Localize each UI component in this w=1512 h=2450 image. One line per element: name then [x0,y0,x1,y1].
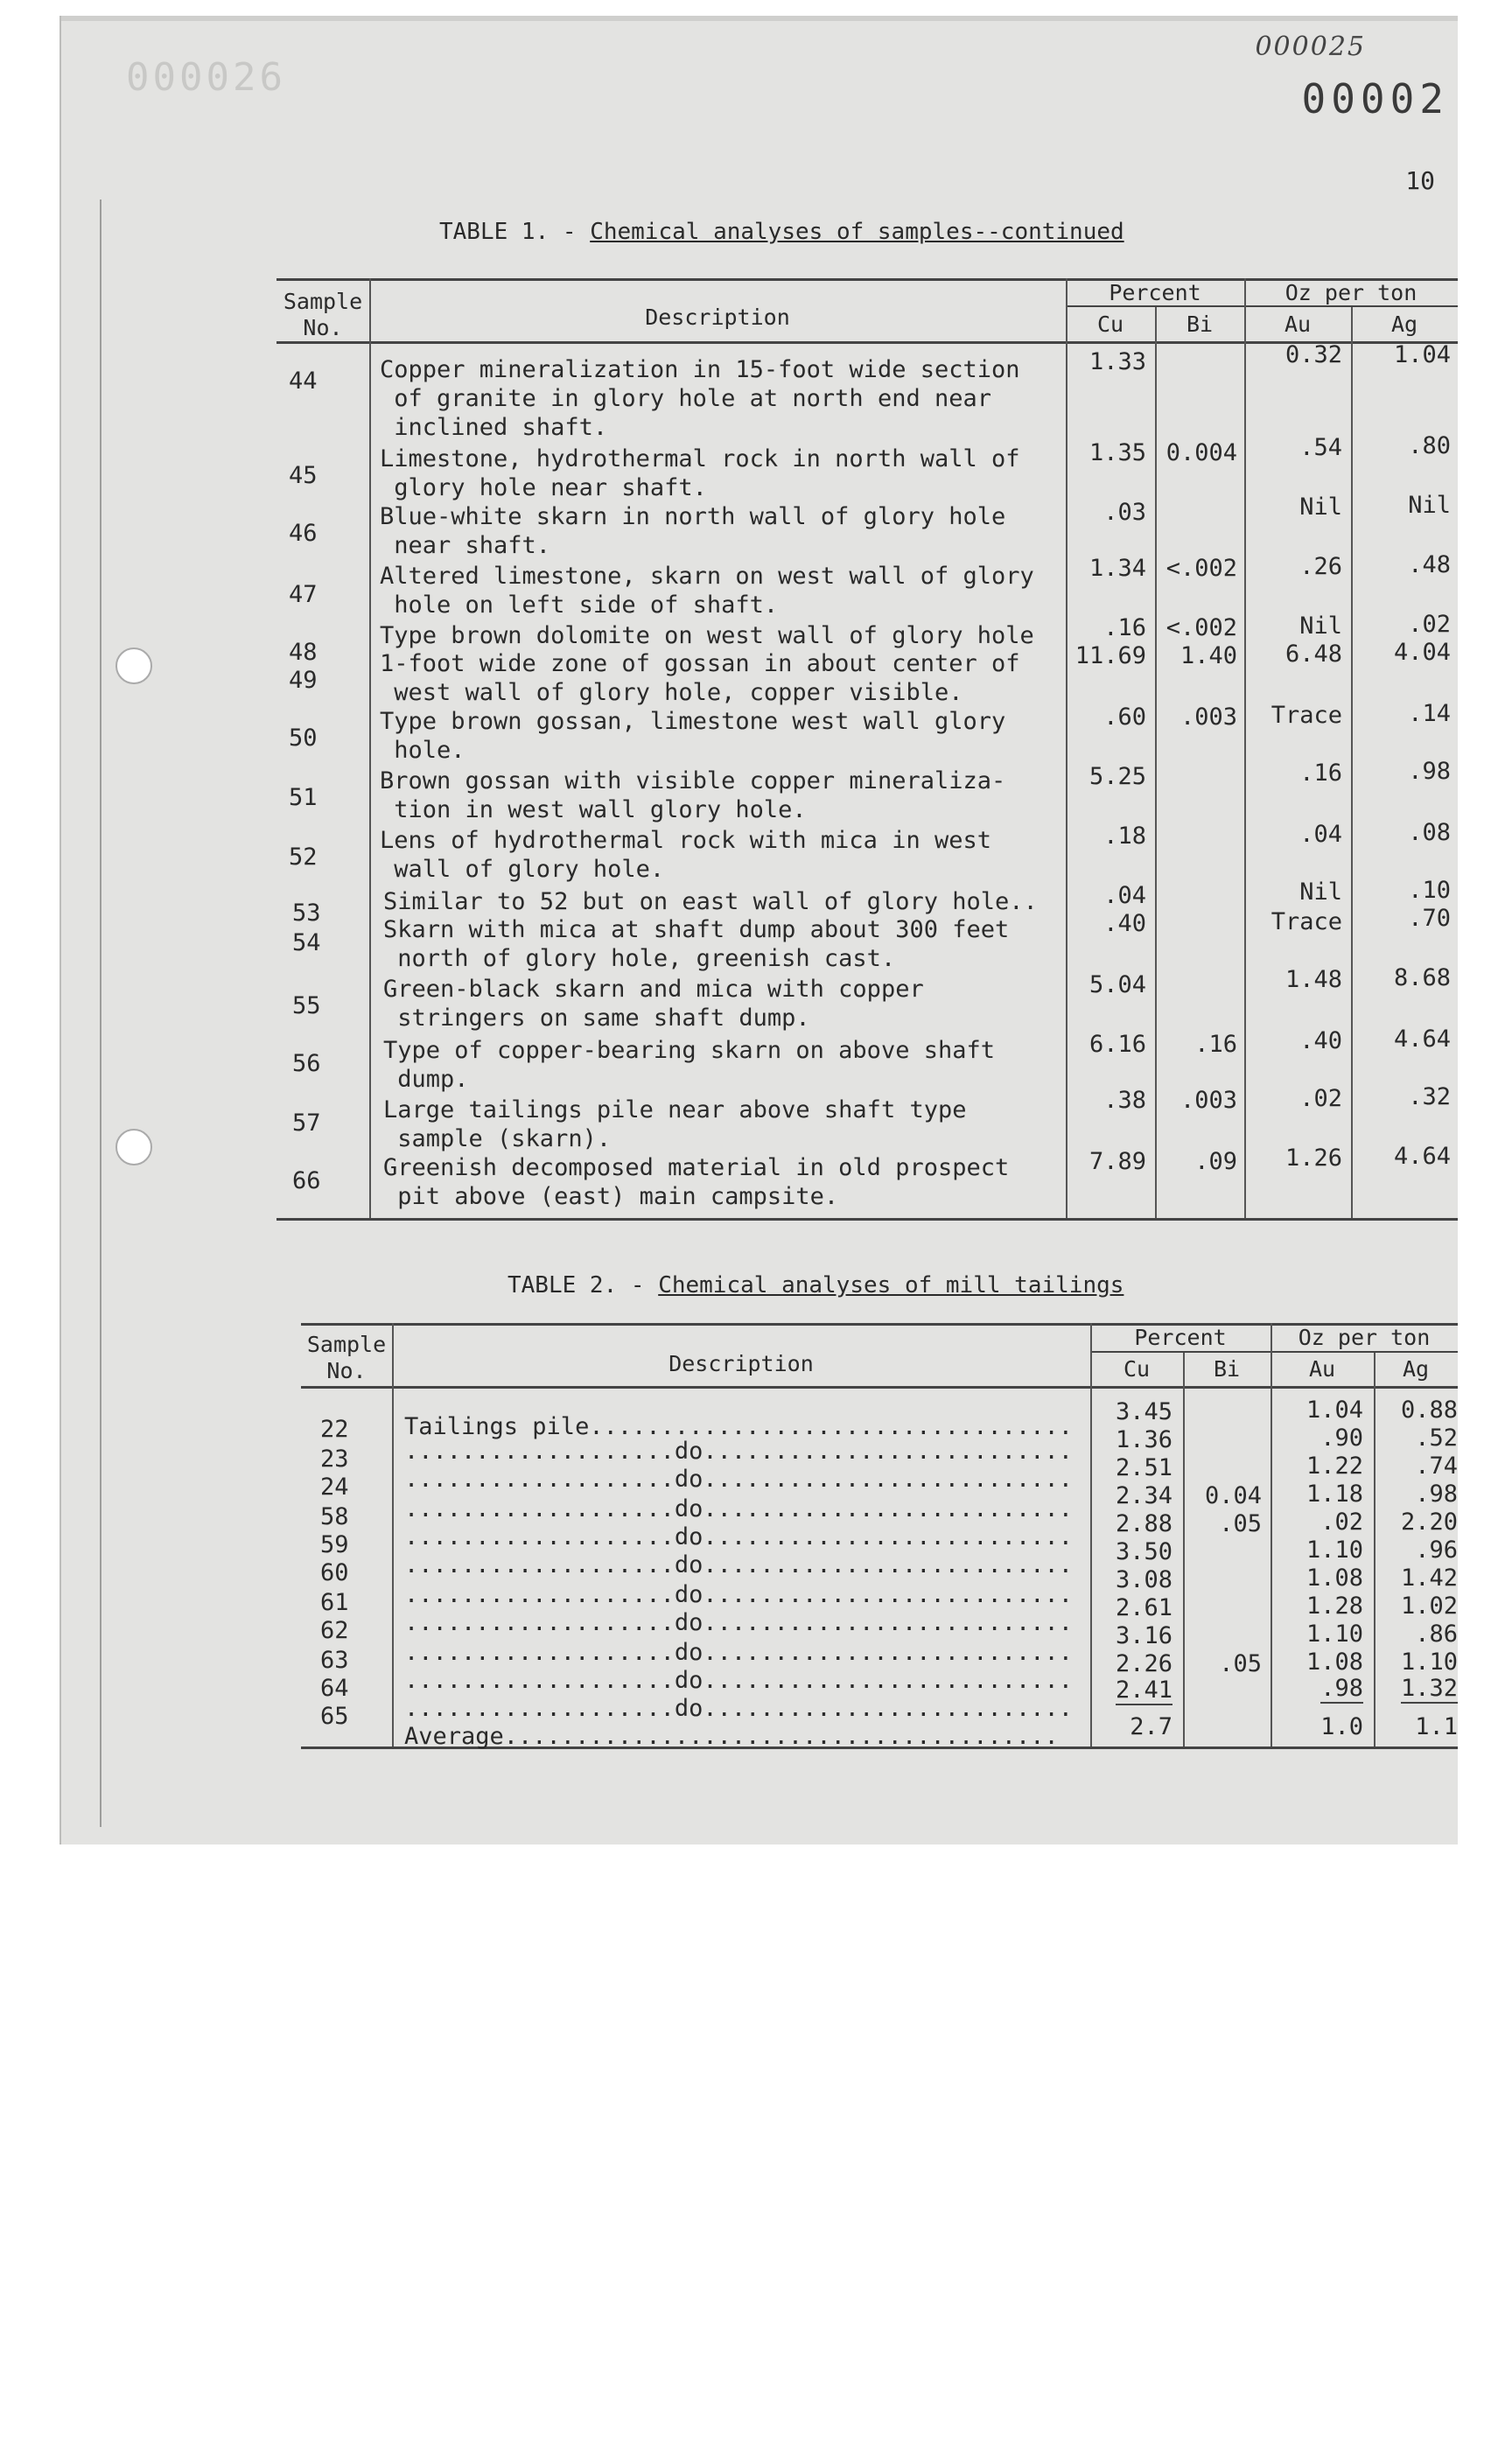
table2-row-number: 64 [320,1675,349,1702]
table2-average-label: Average....................................... [404,1723,1059,1750]
table1-cell-bi: .003 [1180,704,1237,731]
table1-cell-cu: .03 [1103,499,1146,526]
table2-cell-ag: 1.42 [1400,1564,1458,1592]
table2-cell-cu [1090,1676,1172,1704]
table1-row-number: 56 [292,1050,321,1077]
table1-title-prefix: TABLE 1. - [439,219,591,245]
table2-header-bi: Bi [1213,1356,1241,1382]
table2-row-number: 24 [320,1474,349,1501]
table2-row-description: ...................do.......................... [404,1667,1074,1694]
table2-cell-cu: 2.26 [1115,1650,1172,1677]
table1-row-description: Type brown dolomite on west wall of glory hole [380,622,1034,649]
table1-row-number: 55 [292,992,321,1019]
table1-cell-au: Nil [1299,494,1342,521]
table2-row-description: ...................do.......................... [404,1609,1074,1636]
table1-group-rule [1066,305,1458,307]
scanned-page [60,16,1458,1844]
table1-cell-ag: .02 [1408,611,1451,638]
table2-cell-cu: 3.45 [1115,1398,1172,1425]
table2-cell-ag-value: 1.32 [1400,1675,1458,1702]
table1-col-divider [369,278,371,1218]
table1-cell-bi: 0.004 [1166,439,1237,466]
table1-header-description: Description [645,304,790,330]
table1-cell-au: Nil [1299,612,1342,640]
table1-header-cu: Cu [1096,312,1124,337]
table1-cell-bi: <.002 [1166,555,1237,582]
table1-cell-bi: .09 [1194,1148,1237,1175]
table1-cell-cu: 5.04 [1088,971,1146,998]
table1-cell-cu: .16 [1103,614,1146,641]
table1-cell-cu: .04 [1103,882,1146,909]
table1-cell-ag: 1.04 [1393,341,1451,368]
table1-header-percent: Percent [1109,280,1201,305]
table1-row-description: Skarn with mica at shaft dump about 300 feet north of glory hole, greenish cast. [383,916,1010,972]
page-number: 10 [1405,166,1435,195]
table1-row-number: 48 [289,639,318,666]
table2-cell-au: 1.08 [1306,1564,1363,1592]
table1-row-number: 46 [289,520,318,547]
table1-cell-au: .02 [1299,1085,1342,1112]
table1-cell-bi: .16 [1194,1031,1237,1058]
table2-average-au: 1.0 [1320,1713,1363,1740]
table2-cell-au: 1.22 [1306,1452,1363,1480]
table2-col-divider [392,1323,394,1746]
table2-row-description: ...................do.......................... [404,1551,1074,1578]
table1-cell-ag: 4.04 [1393,639,1451,666]
table1-row-number: 53 [292,900,321,927]
table1-row-number: 51 [289,784,318,811]
table1-cell-bi: <.002 [1166,614,1237,641]
table2-row-number: 22 [320,1416,349,1443]
table1-cell-cu: .60 [1103,704,1146,731]
table2-row-number: 59 [320,1531,349,1558]
table2-average-ag: 1.1 [1415,1713,1458,1740]
table2-row-number: 62 [320,1617,349,1644]
table2-cell-au-value: .98 [1320,1675,1363,1702]
table2-row-description: ...................do.......................... [404,1639,1074,1666]
table1-cell-au: Nil [1299,878,1342,906]
table1-cell-ag: Nil [1408,492,1451,519]
table2-row-number: 61 [320,1589,349,1616]
table2-cell-au: 1.28 [1306,1592,1363,1620]
table2-cell-cu: 3.50 [1115,1538,1172,1565]
table1-cell-au: .16 [1299,760,1342,787]
ghost-page-number: 000026 [126,55,286,100]
table2-cell-au: 1.10 [1306,1536,1363,1564]
table2-cell-au: .02 [1320,1508,1363,1536]
table1-cell-au: .54 [1299,434,1342,461]
table2-header-no: No. [326,1358,367,1383]
table1-cell-ag: .10 [1408,877,1451,904]
table1-row-number: 45 [289,462,318,489]
table2-average-cu: 2.7 [1130,1713,1172,1740]
table1-cell-ag: .08 [1408,819,1451,846]
table2-row-number: 58 [320,1503,349,1530]
table2-cell-ag: 1.10 [1400,1648,1458,1676]
table2-row-description: ...................do.......................... [404,1466,1074,1493]
table2-cell-ag [1374,1675,1458,1702]
table1-row-number: 44 [289,368,318,395]
table1-cell-cu: .38 [1103,1087,1146,1114]
table2-cell-bi: .05 [1219,1510,1262,1537]
punch-hole-icon [116,1129,152,1166]
table2-cell-cu: 2.61 [1115,1594,1172,1621]
table1-row-description: Similar to 52 but on east wall of glory hole.. [383,888,1038,915]
table2-cell-au: 1.10 [1306,1620,1363,1648]
table1-row-number: 57 [292,1110,321,1137]
table2-row-number: 23 [320,1446,349,1473]
table1-cell-au: Trace [1270,702,1342,729]
table2-header-percent: Percent [1134,1325,1227,1350]
table1-cell-ag: 4.64 [1393,1026,1451,1053]
handwritten-number: 000025 [1255,32,1366,62]
table2-cell-ag: .98 [1415,1480,1458,1508]
table1-header-au: Au [1284,312,1312,337]
table2-row-description: Tailings pile.................................. [404,1413,1074,1440]
table2-header-sample: Sample [306,1332,387,1357]
table2-cell-au: 1.18 [1306,1480,1363,1508]
table1-row-description: Green-black skarn and mica with copper stringers on same shaft dump. [383,976,924,1032]
table2-header-oz-per-ton: Oz per ton [1298,1325,1431,1350]
table1-row-description: Type of copper-bearing skarn on above shaft dump. [383,1037,995,1093]
table1-cell-au: 1.48 [1284,966,1342,993]
table1-cell-ag: .14 [1408,700,1451,727]
table1-cell-cu: .18 [1103,822,1146,850]
table2-row-number: 63 [320,1647,349,1674]
table1-row-description: Copper mineralization in 15-foot wide section of granite in glory hole at north end near inclined shaft. [380,356,1020,441]
table1-row-number: 47 [289,581,318,608]
table1-cell-bi: .003 [1180,1087,1237,1114]
scan-top-edge [61,16,1458,21]
table1-cell-cu: 7.89 [1088,1148,1146,1175]
table1-row-description: Lens of hydrothermal rock with mica in west wall of glory hole. [380,827,991,883]
table2-cell-bi: .05 [1219,1650,1262,1677]
table2-col-divider [1183,1353,1185,1746]
table1-row-description: Altered limestone, skarn on west wall of glory hole on left side of shaft. [380,563,1034,619]
table2-header-cu: Cu [1123,1356,1151,1382]
table1-cell-cu: 11.69 [1074,642,1146,669]
table1-row-description: Blue-white skarn in north wall of glory hole near shaft. [380,503,1006,559]
table1-cell-au: 1.26 [1284,1144,1342,1172]
table2-cell-cu-value: 2.41 [1115,1676,1172,1704]
table2-cell-bi: 0.04 [1204,1482,1262,1509]
page-left-rule [100,200,102,1827]
table2-row-description: ...................do.......................... [404,1495,1074,1522]
table2-cell-ag: .74 [1415,1452,1458,1480]
table1-row-number: 49 [289,667,318,694]
table1-row-number: 50 [289,724,318,752]
table2-title-prefix: TABLE 2. - [508,1272,659,1298]
table1-cell-cu: 1.33 [1088,348,1146,375]
table2-row-description: ...................do.......................... [404,1581,1074,1608]
table1-cell-cu: .40 [1103,910,1146,937]
table1-cell-bi: 1.40 [1180,642,1237,669]
table2-header-rule [301,1386,1458,1389]
table2-row-number: 65 [320,1703,349,1730]
table1-title-text: Chemical analyses of samples--continued [590,219,1124,245]
table1-cell-cu: 6.16 [1088,1031,1146,1058]
table2-header-au: Au [1308,1356,1336,1382]
table1-col-divider [1244,278,1246,1218]
table1-cell-au: 0.32 [1284,341,1342,368]
table2-cell-au: .90 [1320,1424,1363,1452]
table2-group-rule [1090,1351,1458,1353]
table1-cell-cu: 5.25 [1088,763,1146,790]
table2-row-number: 60 [320,1559,349,1586]
table1-row-description: Type brown gossan, limestone west wall glory hole. [380,708,1006,764]
table1-header-oz-per-ton: Oz per ton [1284,280,1418,305]
table1-cell-ag: .70 [1408,905,1451,932]
table1-header-bi: Bi [1186,312,1214,337]
stamped-number: 00002 [1301,75,1449,122]
table1-cell-au: Trace [1270,908,1342,935]
table1-cell-ag: .48 [1408,551,1451,578]
table1-row-description: Limestone, hydrothermal rock in north wall of glory hole near shaft. [380,445,1020,501]
table1-row-description: 1-foot wide zone of gossan in about center of west wall of glory hole, copper visible. [380,650,1020,706]
table2-row-description: ...................do.......................... [404,1695,1074,1722]
table2-cell-ag: 2.20 [1400,1508,1458,1536]
table1-header-sample: Sample [283,289,363,314]
table2-cell-ag: 1.02 [1400,1592,1458,1620]
table2-row-description: ...................do.......................... [404,1523,1074,1550]
table1-title [439,219,1124,245]
table1-row-description: Brown gossan with visible copper mineraliza- tion in west wall glory hole. [380,767,1006,823]
table1-cell-au: .40 [1299,1027,1342,1054]
table2-row-description: ...................do.......................... [404,1438,1074,1465]
table1-cell-ag: 8.68 [1393,964,1451,991]
table1-cell-ag: .80 [1408,432,1451,459]
table2-cell-ag: .86 [1415,1620,1458,1648]
table2-cell-cu: 1.36 [1115,1426,1172,1453]
table1-cell-cu: 1.35 [1088,439,1146,466]
table1-row-description: Greenish decomposed material in old prospect pit above (east) main campsite. [383,1154,1010,1210]
table2-cell-au: 1.04 [1306,1396,1363,1424]
table2-cell-ag: .96 [1415,1536,1458,1564]
table1-col-divider [1066,278,1068,1218]
table1-row-description: Large tailings pile near above shaft type sample (skarn). [383,1096,967,1152]
table1-cell-au: 6.48 [1284,640,1342,668]
table2-cell-cu: 3.16 [1115,1622,1172,1649]
table2-title [508,1272,1124,1298]
table2-cell-ag: .52 [1415,1424,1458,1452]
table2-header-description: Description [668,1351,814,1376]
table1-header-ag: Ag [1390,312,1418,337]
table1-cell-au: .26 [1299,553,1342,580]
table1-row-number: 54 [292,929,321,956]
table2-cell-cu: 2.88 [1115,1510,1172,1537]
table2-cell-cu: 3.08 [1115,1566,1172,1593]
table1-cell-ag: .32 [1408,1083,1451,1110]
table1-cell-ag: 4.64 [1393,1143,1451,1170]
table1-cell-au: .04 [1299,821,1342,848]
table2-title-text: Chemical analyses of mill tailings [658,1272,1124,1298]
table2-cell-au: 1.08 [1306,1648,1363,1676]
table2-cell-au [1270,1675,1363,1702]
table2-cell-cu: 2.51 [1115,1454,1172,1481]
table1-row-number: 52 [289,844,318,871]
punch-hole-icon [116,648,152,684]
table2-cell-cu: 2.34 [1115,1482,1172,1509]
table1-cell-cu: 1.34 [1088,555,1146,582]
table1-cell-ag: .98 [1408,758,1451,785]
table1-header-no: No. [303,315,343,340]
table1-bottom-rule [276,1218,1458,1221]
table1-row-number: 66 [292,1167,321,1194]
table2-cell-ag: 0.88 [1400,1396,1458,1424]
table2-header-ag: Ag [1402,1356,1430,1382]
